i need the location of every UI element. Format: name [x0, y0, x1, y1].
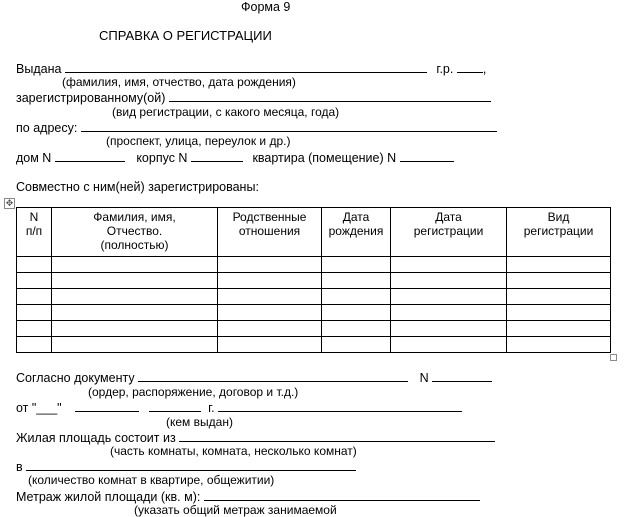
footage-label: Метраж жилой площади (кв. м):	[16, 490, 201, 504]
table-row	[17, 337, 611, 353]
co-registered-caption: Совместно с ним(ней) зарегистрированы:	[16, 180, 259, 194]
registered-field[interactable]	[169, 90, 491, 102]
cell-birth-date[interactable]	[322, 257, 391, 273]
cell-number[interactable]	[17, 273, 52, 289]
living-area-label: Жилая площадь состоит из	[16, 431, 176, 445]
living-area-field[interactable]	[179, 430, 495, 442]
from-month-field[interactable]	[75, 400, 139, 412]
living-area-row	[16, 430, 495, 445]
cell-birth-date[interactable]	[322, 337, 391, 353]
from-label: от "___"	[16, 401, 62, 415]
cell-registration-type[interactable]	[507, 305, 611, 321]
form-number: Форма 9	[241, 0, 291, 14]
cell-full-name[interactable]	[52, 305, 218, 321]
col-full-name: Фамилия, имя, Отчество. (полностью)	[52, 208, 218, 257]
year-label: г.	[208, 401, 215, 415]
table-move-handle-icon[interactable]: ✥	[5, 198, 14, 208]
col-relationship: Родственные отношения	[218, 208, 322, 257]
table-row	[17, 273, 611, 289]
apartment-field[interactable]	[400, 150, 454, 162]
issued-row: Выдана г.р. ,	[16, 62, 487, 76]
table-row	[17, 289, 611, 305]
rooms-hint: (количество комнат в квартире, общежитии)	[28, 473, 275, 487]
cell-registration-date[interactable]	[391, 305, 507, 321]
from-year-field[interactable]	[149, 400, 201, 412]
cell-relationship[interactable]	[218, 289, 322, 305]
col-number: N п/п	[17, 208, 52, 257]
cell-full-name[interactable]	[52, 273, 218, 289]
cell-relationship[interactable]	[218, 273, 322, 289]
document-field[interactable]	[138, 370, 408, 382]
cell-number[interactable]	[17, 289, 52, 305]
cell-number[interactable]	[17, 305, 52, 321]
document-label: Согласно документу	[16, 371, 135, 385]
in-label: в	[16, 460, 23, 474]
table-resize-handle-icon[interactable]	[610, 354, 617, 361]
document-row	[16, 370, 492, 385]
registered-label: зарегистрированному(ой)	[16, 91, 166, 105]
living-area-hint: (часть комнаты, комната, несколько комнат)	[110, 444, 357, 458]
cell-registration-type[interactable]	[507, 273, 611, 289]
cell-birth-date[interactable]	[322, 321, 391, 337]
cell-number[interactable]	[17, 257, 52, 273]
apartment-label: квартира (помещение) N	[252, 151, 397, 165]
cell-relationship[interactable]	[218, 257, 322, 273]
cell-relationship[interactable]	[218, 305, 322, 321]
cell-birth-date[interactable]	[322, 273, 391, 289]
document-hint: (ордер, распоряжение, договор и т.д.)	[88, 385, 299, 399]
issued-label: Выдана	[16, 62, 62, 76]
col-registration-type: Вид регистрации	[507, 208, 611, 257]
cell-full-name[interactable]	[52, 289, 218, 305]
address-label: по адресу:	[16, 121, 78, 135]
cell-registration-type[interactable]	[507, 337, 611, 353]
cell-birth-date[interactable]	[322, 305, 391, 321]
footage-row	[16, 489, 480, 504]
col-birth-date: Дата рождения	[322, 208, 391, 257]
cell-full-name[interactable]	[52, 321, 218, 337]
cell-birth-date[interactable]	[322, 289, 391, 305]
registered-hint: (вид регистрации, с какого месяца, года)	[112, 105, 340, 119]
table-row	[17, 257, 611, 273]
issued-by-hint: (кем выдан)	[166, 415, 233, 429]
cell-registration-date[interactable]	[391, 273, 507, 289]
document-number-field[interactable]	[432, 370, 492, 382]
rooms-row	[16, 459, 356, 474]
birth-year-suffix: г.р.	[436, 62, 454, 76]
col-registration-date: Дата регистрации	[391, 208, 507, 257]
cell-registration-date[interactable]	[391, 289, 507, 305]
issued-by-field[interactable]	[218, 400, 462, 412]
building-label: корпус N	[136, 151, 188, 165]
cell-registration-date[interactable]	[391, 337, 507, 353]
registered-row	[16, 90, 491, 105]
cell-registration-type[interactable]	[507, 257, 611, 273]
table-header-row	[17, 208, 611, 257]
footage-field[interactable]	[204, 489, 480, 501]
document-number-label: N	[419, 371, 429, 385]
registered-persons-table	[16, 207, 611, 353]
document-title: СПРАВКА О РЕГИСТРАЦИИ	[99, 28, 272, 43]
table-row	[17, 321, 611, 337]
cell-registration-date[interactable]	[391, 257, 507, 273]
cell-registration-date[interactable]	[391, 321, 507, 337]
cell-relationship[interactable]	[218, 337, 322, 353]
cell-registration-type[interactable]	[507, 321, 611, 337]
house-row	[16, 150, 454, 165]
from-row	[16, 400, 462, 415]
rooms-field[interactable]	[26, 459, 356, 471]
address-row	[16, 120, 497, 135]
issued-hint: (фамилия, имя, отчество, дата рождения)	[62, 75, 296, 89]
address-hint: (проспект, улица, переулок и др.)	[106, 134, 291, 148]
footage-hint: (указать общий метраж занимаемой	[134, 503, 337, 517]
address-field[interactable]	[81, 120, 497, 132]
house-label: дом N	[16, 151, 52, 165]
cell-number[interactable]	[17, 337, 52, 353]
cell-full-name[interactable]	[52, 337, 218, 353]
cell-registration-type[interactable]	[507, 289, 611, 305]
cell-relationship[interactable]	[218, 321, 322, 337]
building-field[interactable]	[191, 150, 243, 162]
issued-field[interactable]	[65, 61, 427, 73]
birth-year-field[interactable]	[457, 61, 483, 73]
house-field[interactable]	[55, 150, 125, 162]
cell-number[interactable]	[17, 321, 52, 337]
cell-full-name[interactable]	[52, 257, 218, 273]
table-row	[17, 305, 611, 321]
